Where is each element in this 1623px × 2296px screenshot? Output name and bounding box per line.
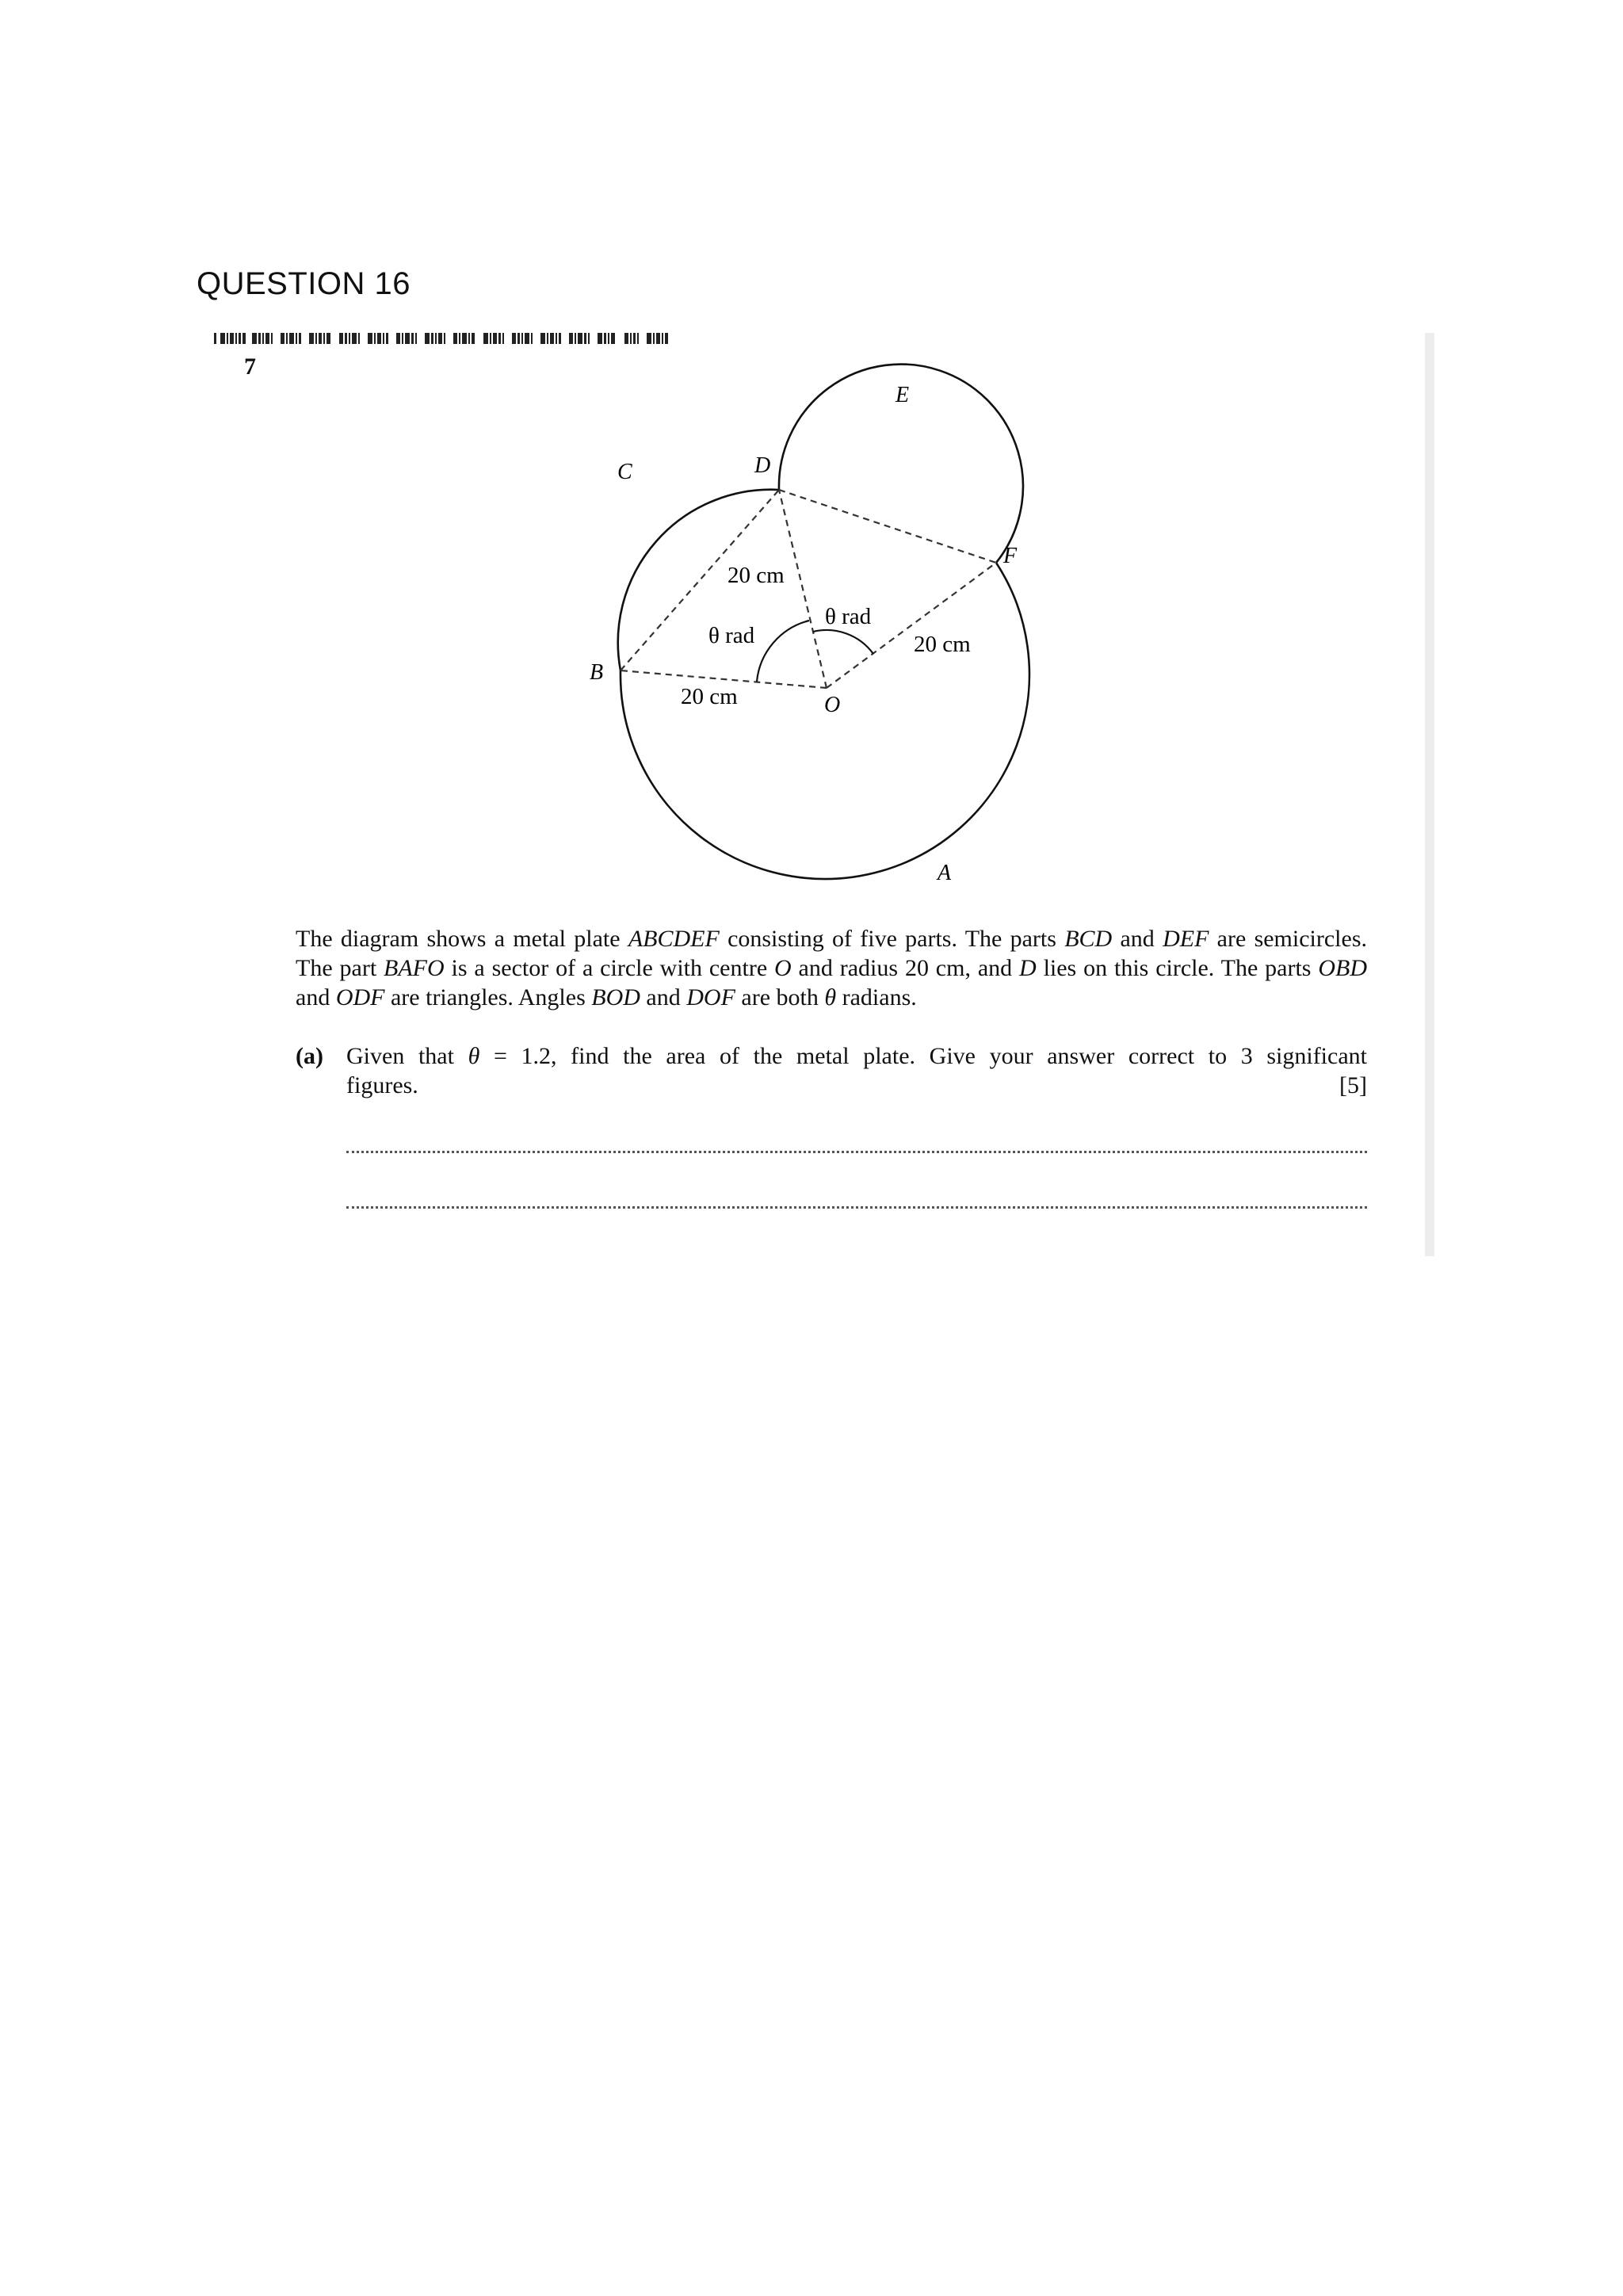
line-od [779,490,827,688]
part-a-label: (a) [296,1043,323,1069]
label-angle-dof: θ rad [825,604,872,629]
part-a-line-2: figures. [346,1072,418,1098]
page-number: 7 [244,353,256,380]
part-a-line-1: Given that θ = 1.2, find the area of the metal plate. Give your answer correct to 3 significant [346,1043,1367,1069]
label-bd-length: 20 cm [727,563,785,588]
label-point-e: E [896,383,910,407]
line-df [779,490,996,563]
question-text: The diagram shows a metal plate ABCDEF consisting of five parts. The parts BCD and DEF are semicircles. The part BAFO is a sector of a circle with centre O and radius 20 cm, and D lies on this circle. The parts OBD and ODF are triangles. Angles BOD and DOF are both θ radians. [296,926,1368,1010]
part-a-marks: [5] [1339,1072,1367,1098]
angle-arc-bod [757,621,809,682]
answer-line-2[interactable] [346,1206,1367,1209]
answer-line-1[interactable] [346,1151,1367,1153]
question-heading: QUESTION 16 [197,266,411,301]
label-point-a: A [938,861,952,885]
label-point-f: F [1003,544,1018,568]
question-diagram [0,0,1623,919]
label-angle-bod: θ rad [708,623,755,648]
label-point-d: D [754,453,771,478]
label-point-o: O [824,693,841,717]
label-ob-length: 20 cm [681,684,738,709]
label-of-length: 20 cm [914,632,971,657]
angle-arc-dof [813,630,873,654]
label-point-c: C [617,460,632,484]
label-point-b: B [590,660,604,685]
